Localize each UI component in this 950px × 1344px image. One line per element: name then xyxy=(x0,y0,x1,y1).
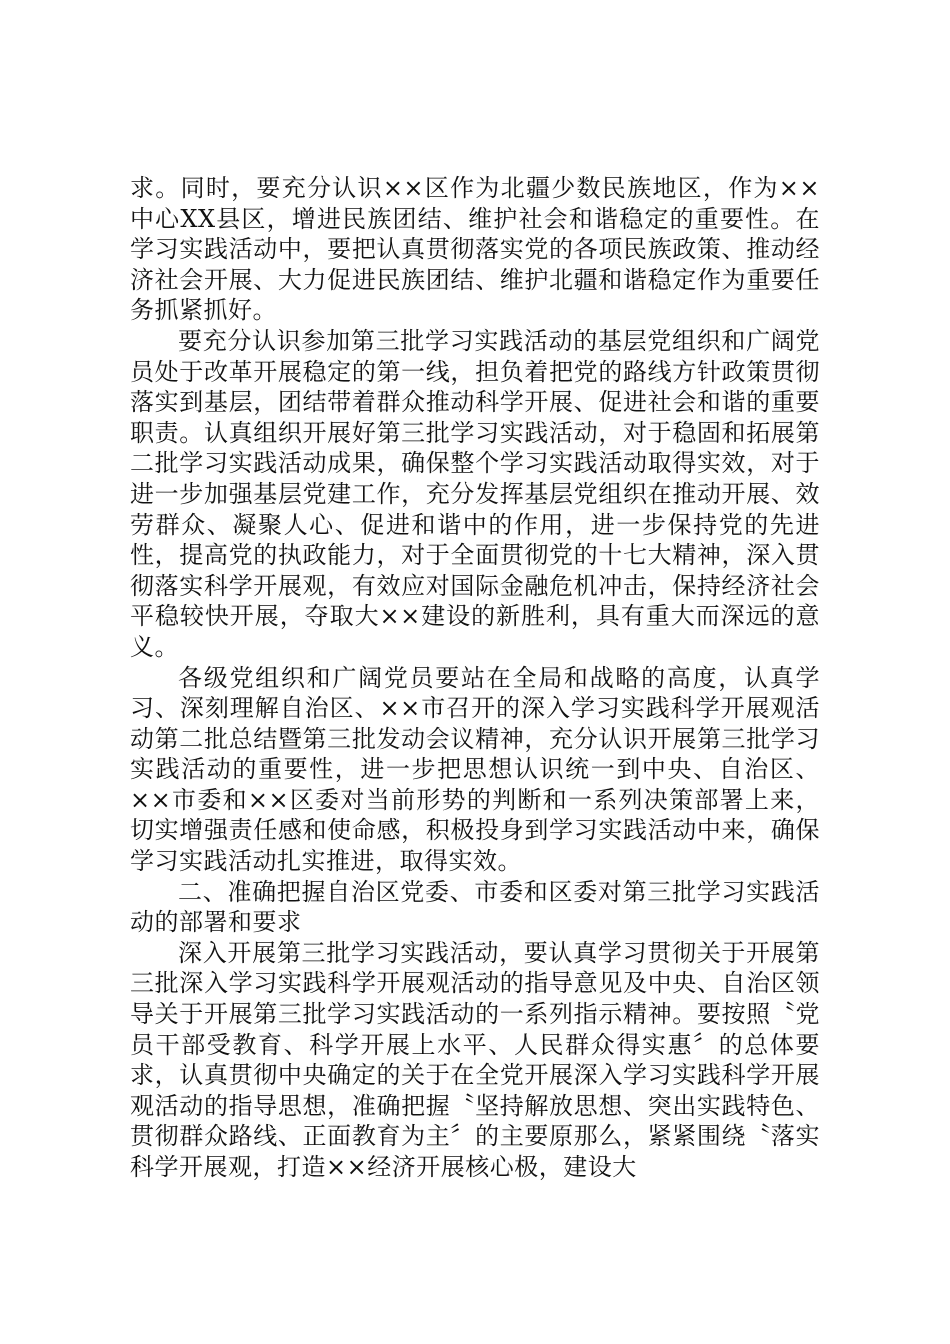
section-heading-2: 二、准确把握自治区党委、市委和区委对第三批学习实践活动的部署和要求 xyxy=(130,877,820,937)
paragraph-requirements: 深入开展第三批学习实践活动，要认真学习贯彻关于开展第三批深入学习实践科学开展观活动的指导意见及中央、自治区领导关于开展第三批学习实践活动的一系列指示精神。要按照〝党员干部受教育、科学开展上水平、人民群众得实惠〞的总体要求，认真贯彻中央确定的关于在全党开展深入学习实践科学开展观活动的指导思想，准确把握〝坚持解放思想、突出实践特色、贯彻群众路线、正面教育为主〞的主要原那么，紧紧围绕〝落实科学开展观，打造××经济开展核心极，建设大 xyxy=(130,938,820,1181)
document-body xyxy=(130,173,820,1183)
paragraph-significance: 要充分认识参加第三批学习实践活动的基层党组织和广阔党员处于改革开展稳定的第一线，担负着把党的路线方针政策贯彻落实到基层，团结带着群众推动科学开展、促进社会和谐的重要职责。认真组织开展好第三批学习实践活动，对于稳固和拓展第二批学习实践活动成果，确保整个学习实践活动取得实效，对于进一步加强基层党建工作，充分发挥基层党组织在推动开展、效劳群众、凝聚人心、促进和谐中的作用，进一步保持党的先进性，提高党的执政能力，对于全面贯彻党的十七大精神，深入贯彻落实科学开展观，有效应对国际金融危机冲击，保持经济社会平稳较快开展，夺取大××建设的新胜利，具有重大而深远的意义。 xyxy=(130,326,820,661)
paragraph-party-organizations: 各级党组织和广阔党员要站在全局和战略的高度，认真学习、深刻理解自治区、××市召开的深入学习实践科学开展观活动第二批总结暨第三批发动会议精神，充分认识开展第三批学习实践活动的重要性，进一步把思想认识统一到中央、自治区、××市委和××区委对当前形势的判断和一系列决策部署上来，切实增强责任感和使命感，积极投身到学习实践活动中来，确保学习实践活动扎实推进，取得实效。 xyxy=(130,663,820,876)
paragraph-continuation: 求。同时，要充分认识××区作为北疆少数民族地区，作为××中心XX县区，增进民族团结、维护社会和谐稳定的重要性。在学习实践活动中，要把认真贯彻落实党的各项民族政策、推动经济社会开展、大力促进民族团结、维护北疆和谐稳定作为重要任务抓紧抓好。 xyxy=(130,174,820,325)
